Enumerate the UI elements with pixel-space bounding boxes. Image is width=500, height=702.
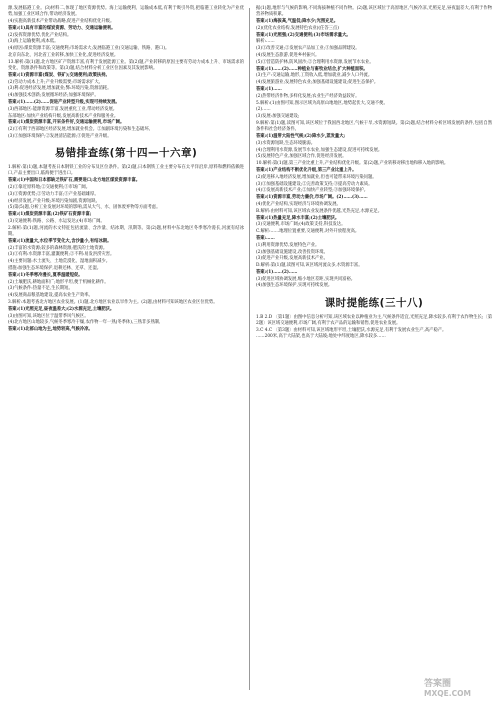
paragraph: (3)①加强基础设施建设;②完善政策支持;③提高劳动力素质。 xyxy=(256,181,373,187)
paragraph: (3)①加强环境保护;②发展清洁能源;③促进产业升级。 xyxy=(8,133,112,139)
answer-line: 答案:(1)……(2)……促进产业转型升级,实现可持续发展。 xyxy=(8,99,120,105)
svg-text:答案圈: 答案圈 xyxy=(424,679,452,689)
paragraph: (3)交通便利,市场广阔;(4)政策支持,科技发达。 xyxy=(256,222,346,228)
answer-line: 答案:(1)冬季寒冷漫长,夏季温暖短促。 xyxy=(8,272,83,278)
answer-line: 答案:(1)温带大陆性气候;(2)降水少,蒸发量大; xyxy=(256,133,346,139)
paragraph: (3)交通便利:铁路、公路、水运发达;(4)市场广阔。 xyxy=(8,218,105,224)
right-block-1 xyxy=(256,6,492,100)
paragraph: 5.解析:(1)由图可知,图示区域为高原山地地区,地势起伏大,交通不便。 xyxy=(256,100,388,106)
paragraph: (2)①靠近原料地;②交通便利;③市场广阔。 xyxy=(8,184,91,190)
paragraph: (2)劳动力成本上升;产业升级需要;市场需求扩大。 xyxy=(8,79,103,85)
left-question-2 xyxy=(8,226,244,300)
right-column xyxy=(256,6,492,341)
answer-line: 答案:(1)资源丰富,劳动力廉价,市场广阔。(2)……(3)…… xyxy=(256,195,368,201)
paragraph: 1.解析:第(1)题,本题考查日本钢铁工业的分布及区位条件。第(2)题,日本钢铁工业主要分布在太平洋沿岸,原料和燃料依赖进口,产品主要出口,临海便于进出口。 xyxy=(8,165,244,177)
paragraph: 3.C 4.C 〔第3题〕由材料可知,该区域地形平坦,土壤肥沃,水源充足,有利于发展农业生产,高产稳产。 xyxy=(256,327,447,333)
paragraph: C.解析:……地理位置重要,交通便利,对外开放程度高。 xyxy=(256,229,360,235)
paragraph: (2)促进移入地经济发展,增加就业,但也可能带来环境污染问题。 xyxy=(256,174,377,180)
paragraph: (3)利:促进经济发展,增加就业;弊:环境污染,资源消耗。 xyxy=(8,86,112,92)
paragraph: (3)促进产业升级,发展高新技术产业。 xyxy=(256,256,328,262)
answer-line: 答案:(1)流量大,水位季节变化大,含沙量小,有结冰期。 xyxy=(8,238,112,244)
paragraph: (3)发展:加强交通建设; xyxy=(256,114,300,120)
section-title: 课时提能练(三十八) xyxy=(324,296,424,309)
answer-line: 答案:(1)煤炭资源丰富;(2)铁矿石资源丰富; xyxy=(8,212,92,218)
paragraph: (2)加强基础设施建设,改善投资环境。 xyxy=(256,249,328,255)
paragraph: 东部地区:加快产业结构升级,发展高新技术产业和服务业。 xyxy=(8,113,119,119)
answer-line: 答案:(1)中国和日本都缺乏铁矿石,需要进口;北方地区煤炭资源丰富。 xyxy=(8,178,141,184)
left-column xyxy=(8,6,244,334)
paragraph: 源,发展临港工业。(3)材料二,体现了地区资源优势。海上运输便利、运输成本低,有利于吸引外资,把临港工业转化为产业优势,加强工业区域合作,带动经济发展。 xyxy=(8,6,244,18)
answer-line: 答案:(1)光照强;(2)交通便利;(3)市场需求量大。 xyxy=(256,32,351,38)
paragraph: (4)发展旅游业;发展特色农业;加强基础设施建设;促进生态保护。 xyxy=(256,80,379,86)
paragraph: 措施:加强生态环境保护,退耕还林、还草、还湿。 xyxy=(8,265,102,271)
paragraph: (3)由图可知,该地区位于温带季风气候区。 xyxy=(8,313,89,319)
paragraph: B.解析:由材料可知,该区域农业发展条件优越,光热充足,水源充足。 xyxy=(256,208,383,214)
svg-text:MXQE.COM: MXQE.COM xyxy=(424,689,471,698)
left-block-1 xyxy=(8,6,244,59)
paragraph: (3)水资源短缺,生态环境脆弱。 xyxy=(256,140,316,146)
watermark-logo-image xyxy=(422,676,494,698)
left-question-3 xyxy=(8,300,244,333)
answer-line: 答案:…… xyxy=(256,235,275,241)
answer-line: 答案:(1)热量充足,降水丰富;(2)土壤肥沃。 xyxy=(256,215,340,221)
paragraph: (3)促进区域协调发展,缩小地区差距,实现共同富裕。 xyxy=(256,276,356,282)
paragraph: (4)发展商品粮基地建设,提高农业生产效率。 xyxy=(8,293,93,299)
answer-line: 答案:(1)资源丰富(煤炭、铁矿);交通便利;政策扶持。 xyxy=(8,72,110,78)
answer-line: 答案:(1)煤炭资源丰富,开采条件好,交通运输便利,市场广阔。 xyxy=(8,120,125,126)
column-divider xyxy=(249,8,250,690)
answer-line: 答案:(1)……(2)……种植业与畜牧业结合,扩大种植面积。 xyxy=(256,66,368,72)
paragraph: (4)主要问题:水土流失、土地荒漠化、湿地面积减少。 xyxy=(8,259,111,265)
paragraph: 3.解析:本题考查北方地区农业发展。(1)题,北方地区农业以旱作为主。(2)题,由材料可知该地区农业区位优势。 xyxy=(8,299,218,305)
answer-line: 答案:(1)产业结构不断优化升级,第三产业比重上升。 xyxy=(256,167,357,173)
paragraph: 据(1)题,地形与气候的影响,不同海拔种植不同作物。(2)题,该区域位于高原地区,气候冷凉,光照充足,昼夜温差大,有利于作物营养物质积累。 xyxy=(256,6,492,18)
paragraph: (2)丰富的水资源;较多的森林资源;肥沃的土地资源。 xyxy=(8,245,108,251)
right-block-2 xyxy=(256,101,492,290)
paragraph: (5)①营造防护林,防风固沙;②合理利用水资源,发展节水农业。 xyxy=(256,59,374,65)
paragraph: 9.解析:第(1)题,读图可知,该区域位于我国西北地区,气候干旱,水资源短缺。第(2)题,结合材料分析区域发展的条件,包括自然条件和社会经济条件。 xyxy=(256,120,492,133)
paragraph: (4)加强技术创新;发展循环经济;加强环境保护。 xyxy=(8,93,99,99)
answer-line: 答案:(1)……(2)…… xyxy=(256,269,298,275)
paragraph: 10.解析:第(1)题,第三产业比重上升,产业结构优化升级。第(2)题,产业转移对移出地和移入地的影响。 xyxy=(256,161,449,167)
paragraph: (2)①有利于西部地区经济发展,增加就业机会。②加剧环境污染和生态破坏。 xyxy=(8,127,153,133)
paragraph: (2)热带经济作物,多样化发展;农业生产经济效益较好。 xyxy=(256,93,360,99)
paragraph: (2)土壤肥沃,耕地面积广;地形平坦,便于机械化耕作。 xyxy=(8,279,109,285)
paragraph: (3)生产:交通运输,地形,工资收入低,增加就业,减少人口外流。 xyxy=(256,73,373,79)
section-title: 易错排查练(第十四—十六章) xyxy=(54,147,198,160)
paragraph: (3)西部地区:能源资源丰富,发展重化工业,带动经济发展。 xyxy=(8,106,118,112)
watermark-logo xyxy=(422,676,494,698)
right-block-3 xyxy=(256,315,492,341)
paragraph: (4)北方地区山地较多,气候冬季寒冷干燥,农作物一年一熟(冬季休),三熟非多熟制, xyxy=(8,320,161,326)
paragraph: (3)①资源优势;②劳动力丰富;③产业基础雄厚。 xyxy=(8,191,99,197)
paragraph: (4)优化产业结构,实现经济与环境协调发展。 xyxy=(256,201,341,207)
paragraph: 北京向东北、河北省工业转移,加快工业化,促进经济发展。 xyxy=(8,52,119,58)
answer-line: 答案:(1)光照充足,昼夜温差大;(2)水源充足,土壤肥沃。 xyxy=(8,306,115,312)
left-question-13 xyxy=(8,60,244,140)
paragraph: (4)①发展高新技术产业;②加快产业转型;③加强环境保护。 xyxy=(256,188,369,194)
paragraph: (2)发挥资源优势,优化产业结构。 xyxy=(8,32,72,38)
paragraph: (4)加强生态环境保护,实现可持续发展。 xyxy=(256,283,333,289)
paragraph: (4)实施高新技术产业带动战略,促进产业结构优化升级。 xyxy=(8,19,115,24)
paragraph: ……200米,高于大陆架,也高于大陆坡;地处中纬度地区,降水较多…… xyxy=(256,334,386,340)
paragraph: 13.解析:第(1)题,北方地区矿产资源丰富,有利于发展能源工业。第(2)题,产业转移的原因主要有劳动力成本上升、市场需求的变化、资源条件和政策等。第(3)题,结合材料分析工业区位因素及其发展影响。 xyxy=(8,59,244,71)
paragraph: (4)经济发展,产业升级;环境污染加剧,资源短缺。 xyxy=(8,198,100,204)
answer-line: 答案:(1)海拔高,气温低;降水少;光照充足。 xyxy=(256,19,339,24)
paragraph: (4)发展生态旅游,促进乡村振兴。 xyxy=(256,52,320,58)
paragraph: (2)…… xyxy=(256,107,271,113)
answer-line: 答案:(1)…… xyxy=(256,86,282,92)
paragraph: D.解析:第(1)题,读图可知,该区域河流众多,水资源丰富。 xyxy=(256,263,363,269)
paragraph: (4)合理利用水资源,发展节水农业,加强生态建设,促进可持续发展。 xyxy=(256,147,383,153)
answer-line: 答案:(1)具有丰富的煤炭资源、劳动力、交通运输便利。 xyxy=(8,25,116,31)
answer-line: 答案:(1)北部山地为主,地势较高,气候冷凉。 xyxy=(8,327,93,333)
paragraph: (1)利用资源优势,发展特色产业。 xyxy=(256,242,320,248)
paragraph: (5)发展特色产业,加强区域合作,促进经济发展。 xyxy=(256,154,347,160)
paragraph: (3)气候条件:热量不足,生长期短。 xyxy=(8,286,73,292)
paragraph: 解析:…… xyxy=(256,39,275,45)
paragraph: (2)(优化农业结构,发展特色农业)(任答三点) xyxy=(256,25,339,31)
paragraph: (3)①有利:水资源丰富,灌溉便利;②不利:易发洪涝灾害。 xyxy=(8,252,115,258)
paragraph: (4)原因:煤炭资源丰富;交通便利;市场需求大;发展临港工业(交通运输、铁路、港口)。 xyxy=(8,46,170,52)
paragraph: 1.B 2.D 〔第1题〕由图中信息分析可知,该区域农业以种植业为主,气候条件适宜,光照充足,降水较多,有利于农作物生长;〔第2题〕该区域交通便利,市场广阔,有利于农产品的运输和销售,促进农业发展。 xyxy=(256,314,492,326)
paragraph: (3)①改善交通;②发展农产品加工业;③加强品牌建设。 xyxy=(256,46,360,52)
paragraph: 2.解析:第(1)题,河流的水文特征包括流量、含沙量、结冰期、汛期等。第(2)题,材料中东北地区冬季寒冷漫长,河流有结冰期。 xyxy=(8,225,244,237)
left-question-1 xyxy=(8,165,244,225)
paragraph: (5)第(5)题,分析工业发展对环境的影响,需从大气、水、固体废弃物等方面考虑。 xyxy=(8,205,161,211)
paragraph: (3)海上运输便利,成本低。 xyxy=(8,39,59,45)
